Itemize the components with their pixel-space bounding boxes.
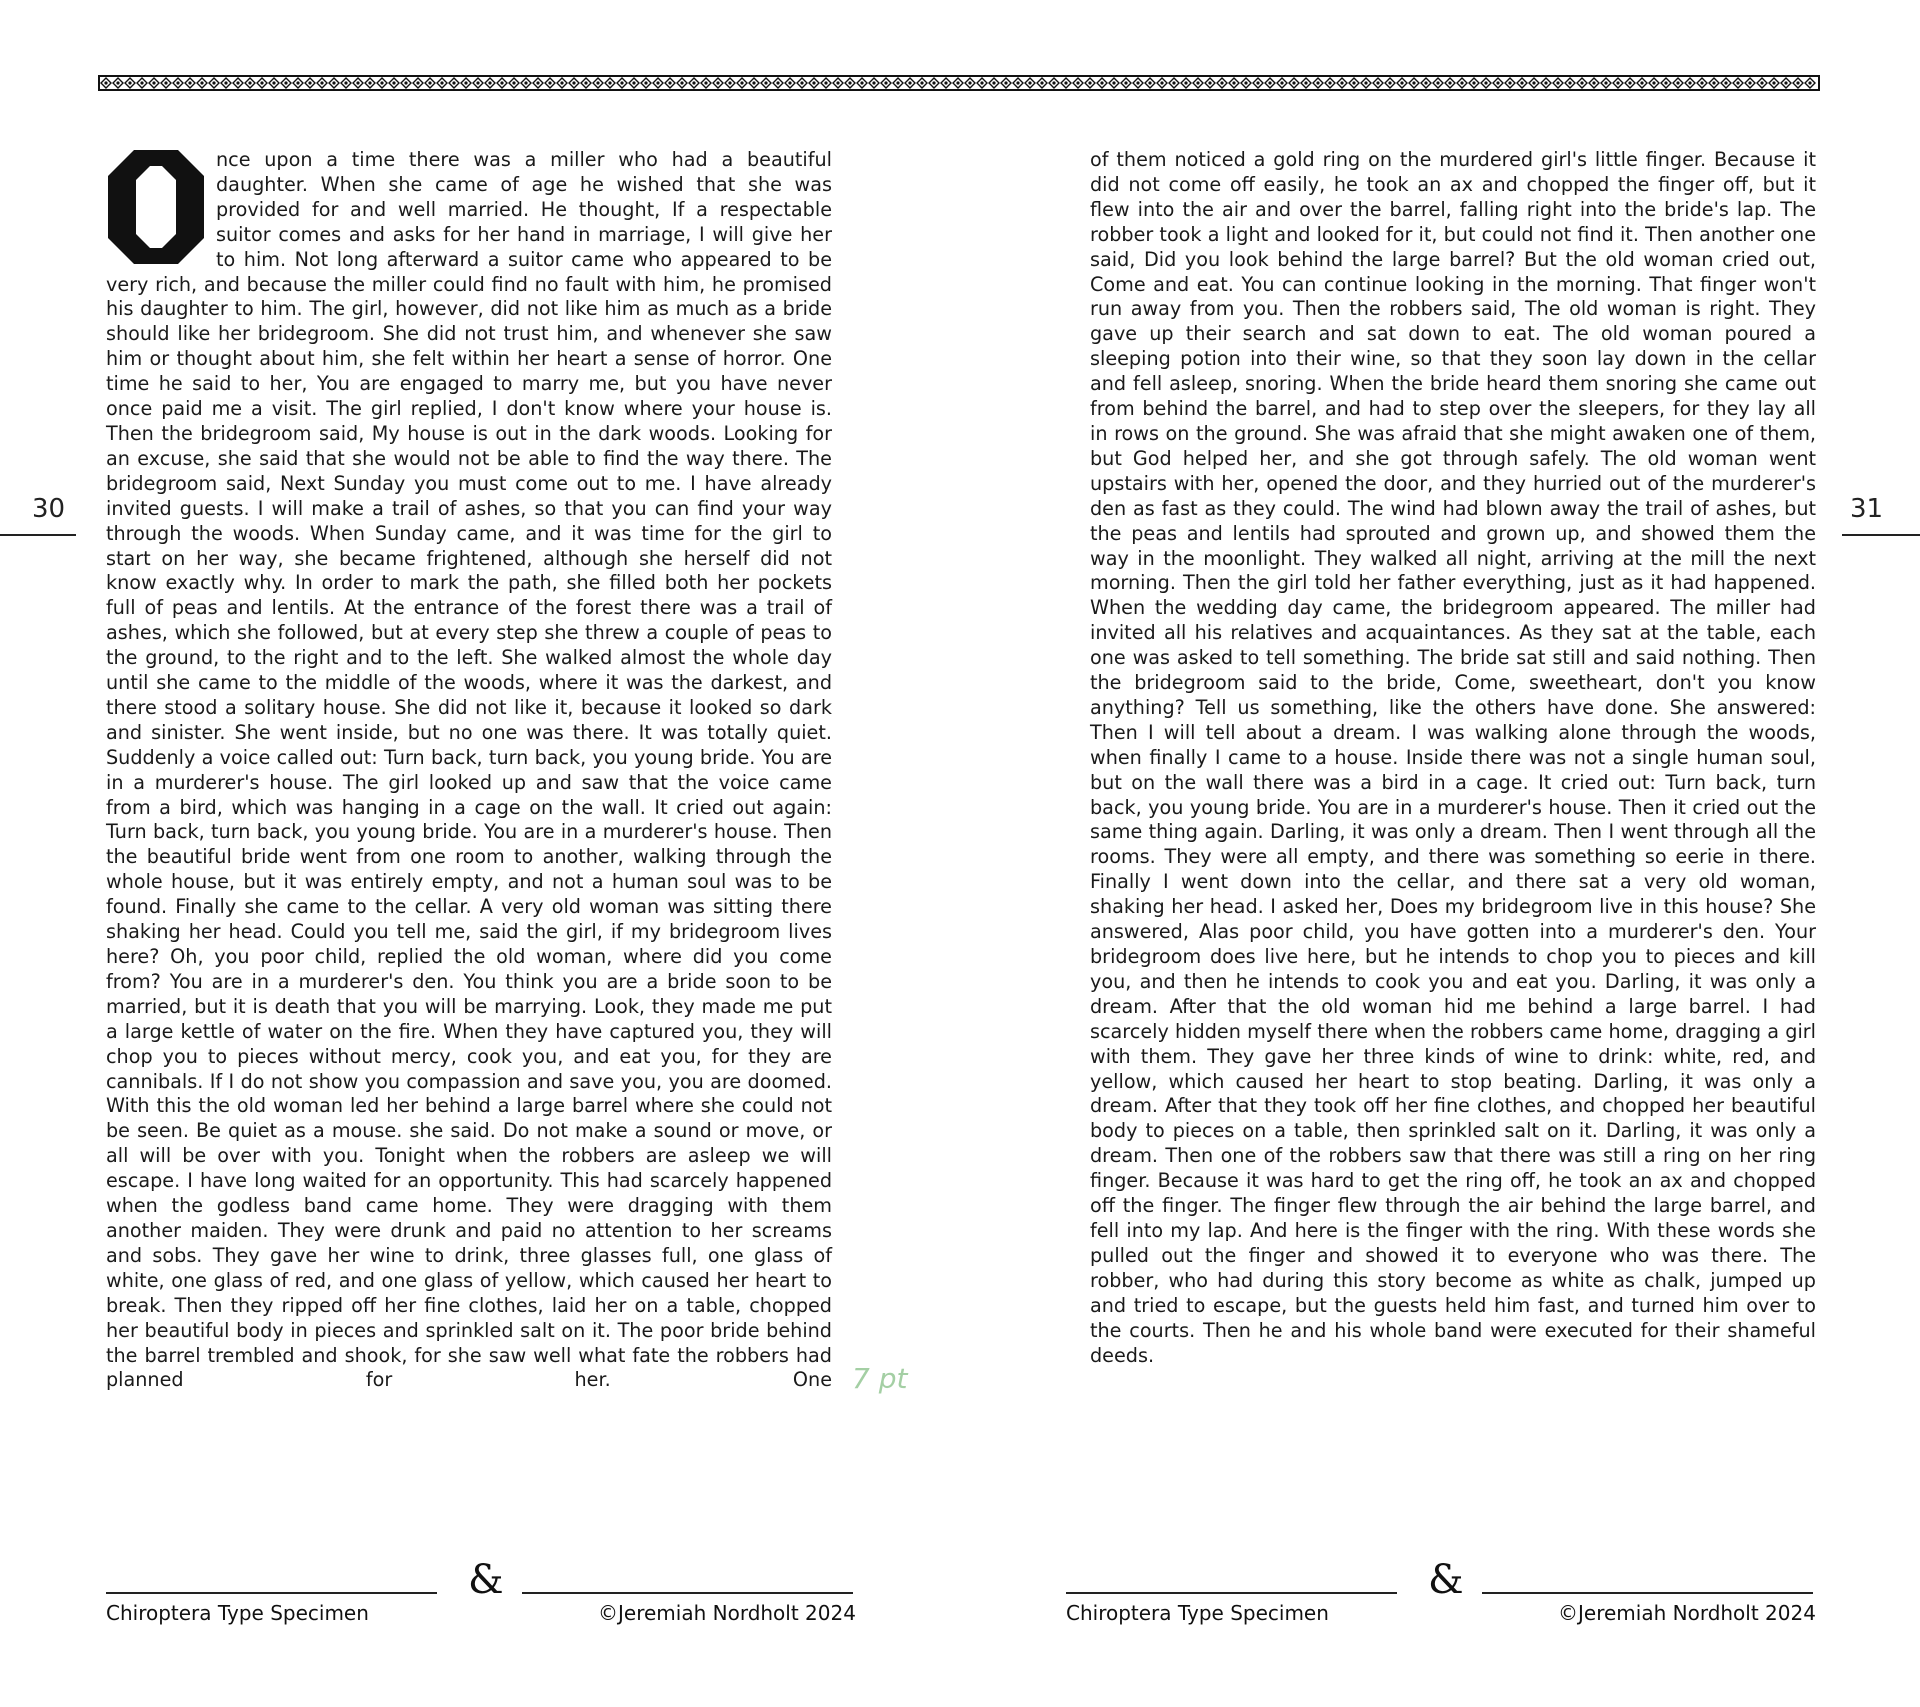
footer-title-left: Chiroptera Type Specimen <box>106 1601 369 1625</box>
left-page-body-text <box>106 148 832 1393</box>
diamond-chain-border-icon <box>100 77 1818 89</box>
right-page-body-text <box>1090 148 1816 1368</box>
footer-copyright-left: ©Jeremiah Nordholt 2024 <box>598 1601 856 1625</box>
page-number-left: 30 <box>32 494 66 524</box>
footer-rule-right-a <box>1066 1592 1397 1594</box>
footer-rule-right-b <box>1482 1592 1813 1594</box>
footer-ampersand-ornament-left: & <box>468 1557 504 1603</box>
footer-title-right: Chiroptera Type Specimen <box>1066 1601 1329 1625</box>
page-number-right: 31 <box>1850 494 1884 524</box>
right-page-paragraph: of them noticed a gold ring on the murdered girl's little finger. Because it did not come off easily, he took an ax and chopped the finger off, but it flew into the air and over the barrel, falling right into the bride's lap. The robber took a light and looked for it, but could not find it. Then another one said, Did you look behind the large barrel? But the old woman cried out, Come and eat. You can continue looking in the morning. That finger won't run away from you. Then the robbers said, The old woman is right. They gave up their search and sat down to eat. The old woman poured a sleeping potion into their wine, so that they soon lay down in the cellar and fell asleep, snoring. When the bride heard them snoring she came out from behind the barrel, and had to step over the sleepers, for they lay all in rows on the ground. She was afraid that she might awaken one of them, but God helped her, and she got through safely. The old woman went upstairs with her, opened the door, and they hurried out of the murderer's den as fast as they could. The wind had blown away the trail of ashes, but the peas and lentils had sprouted and grown up, and showed them the way in the moonlight. They walked all night, arriving at the mill the next morning. Then the girl told her father everything, just as it had happened. When the wedding day came, the bridegroom appeared. The miller had invited all his relatives and acquaintances. As they sat at the table, each one was asked to tell something. The bride sat still and said nothing. Then the bridegroom said to the bride, Come, sweetheart, don't you know anything? Tell us something, like the others have done. She answered: Then I will tell about a dream. I was walking alone through the woods, when finally I came to a house. Inside there was not a single human soul, but on the wall there was a bird in a cage. It cried out: Turn back, turn back, you young bride. You are in a murderer's house. Then it cried out the same thing again. Darling, it was only a dream. Then I went through all the rooms. They were all empty, and there was something so eerie in there. Finally I went down into the cellar, and there sat a very old woman, shaking her head. I asked her, Does my bridegroom live in this house? She answered, Alas poor child, you have gotten into a murderer's den. Your bridegroom does live here, but he intends to chop you to pieces and kill you, and then he intends to cook you and eat you. Darling, it was only a dream. After that the old woman hid me behind a large barrel. I had scarcely hidden myself there when the robbers came home, dragging a girl with them. They gave her three kinds of wine to drink: white, red, and yellow, which caused her heart to stop beating. Darling, it was only a dream. After that they took off her fine clothes, and chopped her beautiful body to pieces on a table, then sprinkled salt on it. Darling, it was only a dream. Then one of the robbers saw that there was still a ring on her ring finger. Because it was hard to get the ring off, he took an ax and chopped off the finger. The finger flew through the air behind the large barrel, and fell into my lap. And here is the finger with the ring. With these words she pulled out the finger and showed it to everyone who was there. The robber, who had during this story become as white as chalk, jumped up and tried to escape, but the guests held him fast, and turned him over to the courts. Then he and his whole band were executed for their shameful deeds. <box>1090 148 1816 1367</box>
page-number-rule-right <box>1842 534 1920 536</box>
page-number-rule-left <box>0 534 76 536</box>
footer-rule-left-a <box>106 1592 437 1594</box>
footer-rule-left-b <box>522 1592 853 1594</box>
footer-ampersand-ornament-right: & <box>1428 1557 1464 1603</box>
left-page-paragraph: nce upon a time there was a miller who had a beautiful daughter. When she came of age he wished that she was provided for and well married. He thought, If a respectable suitor comes and asks for her hand in marriage, I will give her to him. Not long afterward a suitor came who appeared to be very rich, and because the miller could find no fault with him, he promised his daughter to him. The girl, however, did not like him as much as a bride should like her bridegroom. She did not trust him, and whenever she saw him or thought about him, she felt within her heart a sense of horror. One time he said to her, You are engaged to marry me, but you have never once paid me a visit. The girl replied, I don't know where your house is. Then the bridegroom said, My house is out in the dark woods. Looking for an excuse, she said that she would not be able to find the way there. The bridegroom said, Next Sunday you must come out to me. I have already invited guests. I will make a trail of ashes, so that you can find your way through the woods. When Sunday came, and it was time for the girl to start on her way, she became frightened, although she herself did not know exactly why. In order to mark the path, she filled both her pockets full of peas and lentils. At the entrance of the forest there was a trail of ashes, which she followed, but at every step she threw a couple of peas to the ground, to the right and to the left. She walked almost the whole day until she came to the middle of the woods, where it was the darkest, and there stood a solitary house. She did not like it, because it looked so dark and sinister. She went inside, but no one was there. It was totally quiet. Suddenly a voice called out: Turn back, turn back, you young bride. You are in a murderer's house. The girl looked up and saw that the voice came from a bird, which was hanging in a cage on the wall. It cried out again: Turn back, turn back, you young bride. You are in a murderer's house. Then the beautiful bride went from one room to another, walking through the whole house, but it was entirely empty, and not a human soul was to be found. Finally she came to the cellar. A very old woman was sitting there shaking her head. Could you tell me, said the girl, if my bridegroom lives here? Oh, you poor child, replied the old woman, where did you come from? You are in a murderer's den. You think you are a bride soon to be married, but it is death that you will be marrying. Look, they made me put a large kettle of water on the fire. When they have captured you, they will chop you to pieces without mercy, cook you, and eat you, for they are cannibals. If I do not show you compassion and save you, you are doomed. With this the old woman led her behind a large barrel where she could not be seen. Be quiet as a mouse. she said. Do not make a sound or move, or all will be over with you. Tonight when the robbers are asleep we will escape. I have long waited for an opportunity. This had scarcely happened when the godless band came home. They were dragging with them another maiden. They were drunk and paid no attention to her screams and sobs. They gave her wine to drink, three glasses full, one glass of white, one glass of red, and one glass of yellow, which caused her heart to break. Then they ripped off her fine clothes, laid her on a table, chopped her beautiful body in pieces and sprinkled salt on it. The poor bride behind the barrel trembled and shook, for she saw well what fate the robbers had planned for her. One <box>106 148 832 1392</box>
drop-cap <box>106 148 206 266</box>
drop-cap-o-icon <box>106 148 206 266</box>
font-size-annotation: 7 pt <box>852 1362 908 1395</box>
decorative-border-strip <box>98 75 1820 91</box>
footer-copyright-right: ©Jeremiah Nordholt 2024 <box>1558 1601 1816 1625</box>
